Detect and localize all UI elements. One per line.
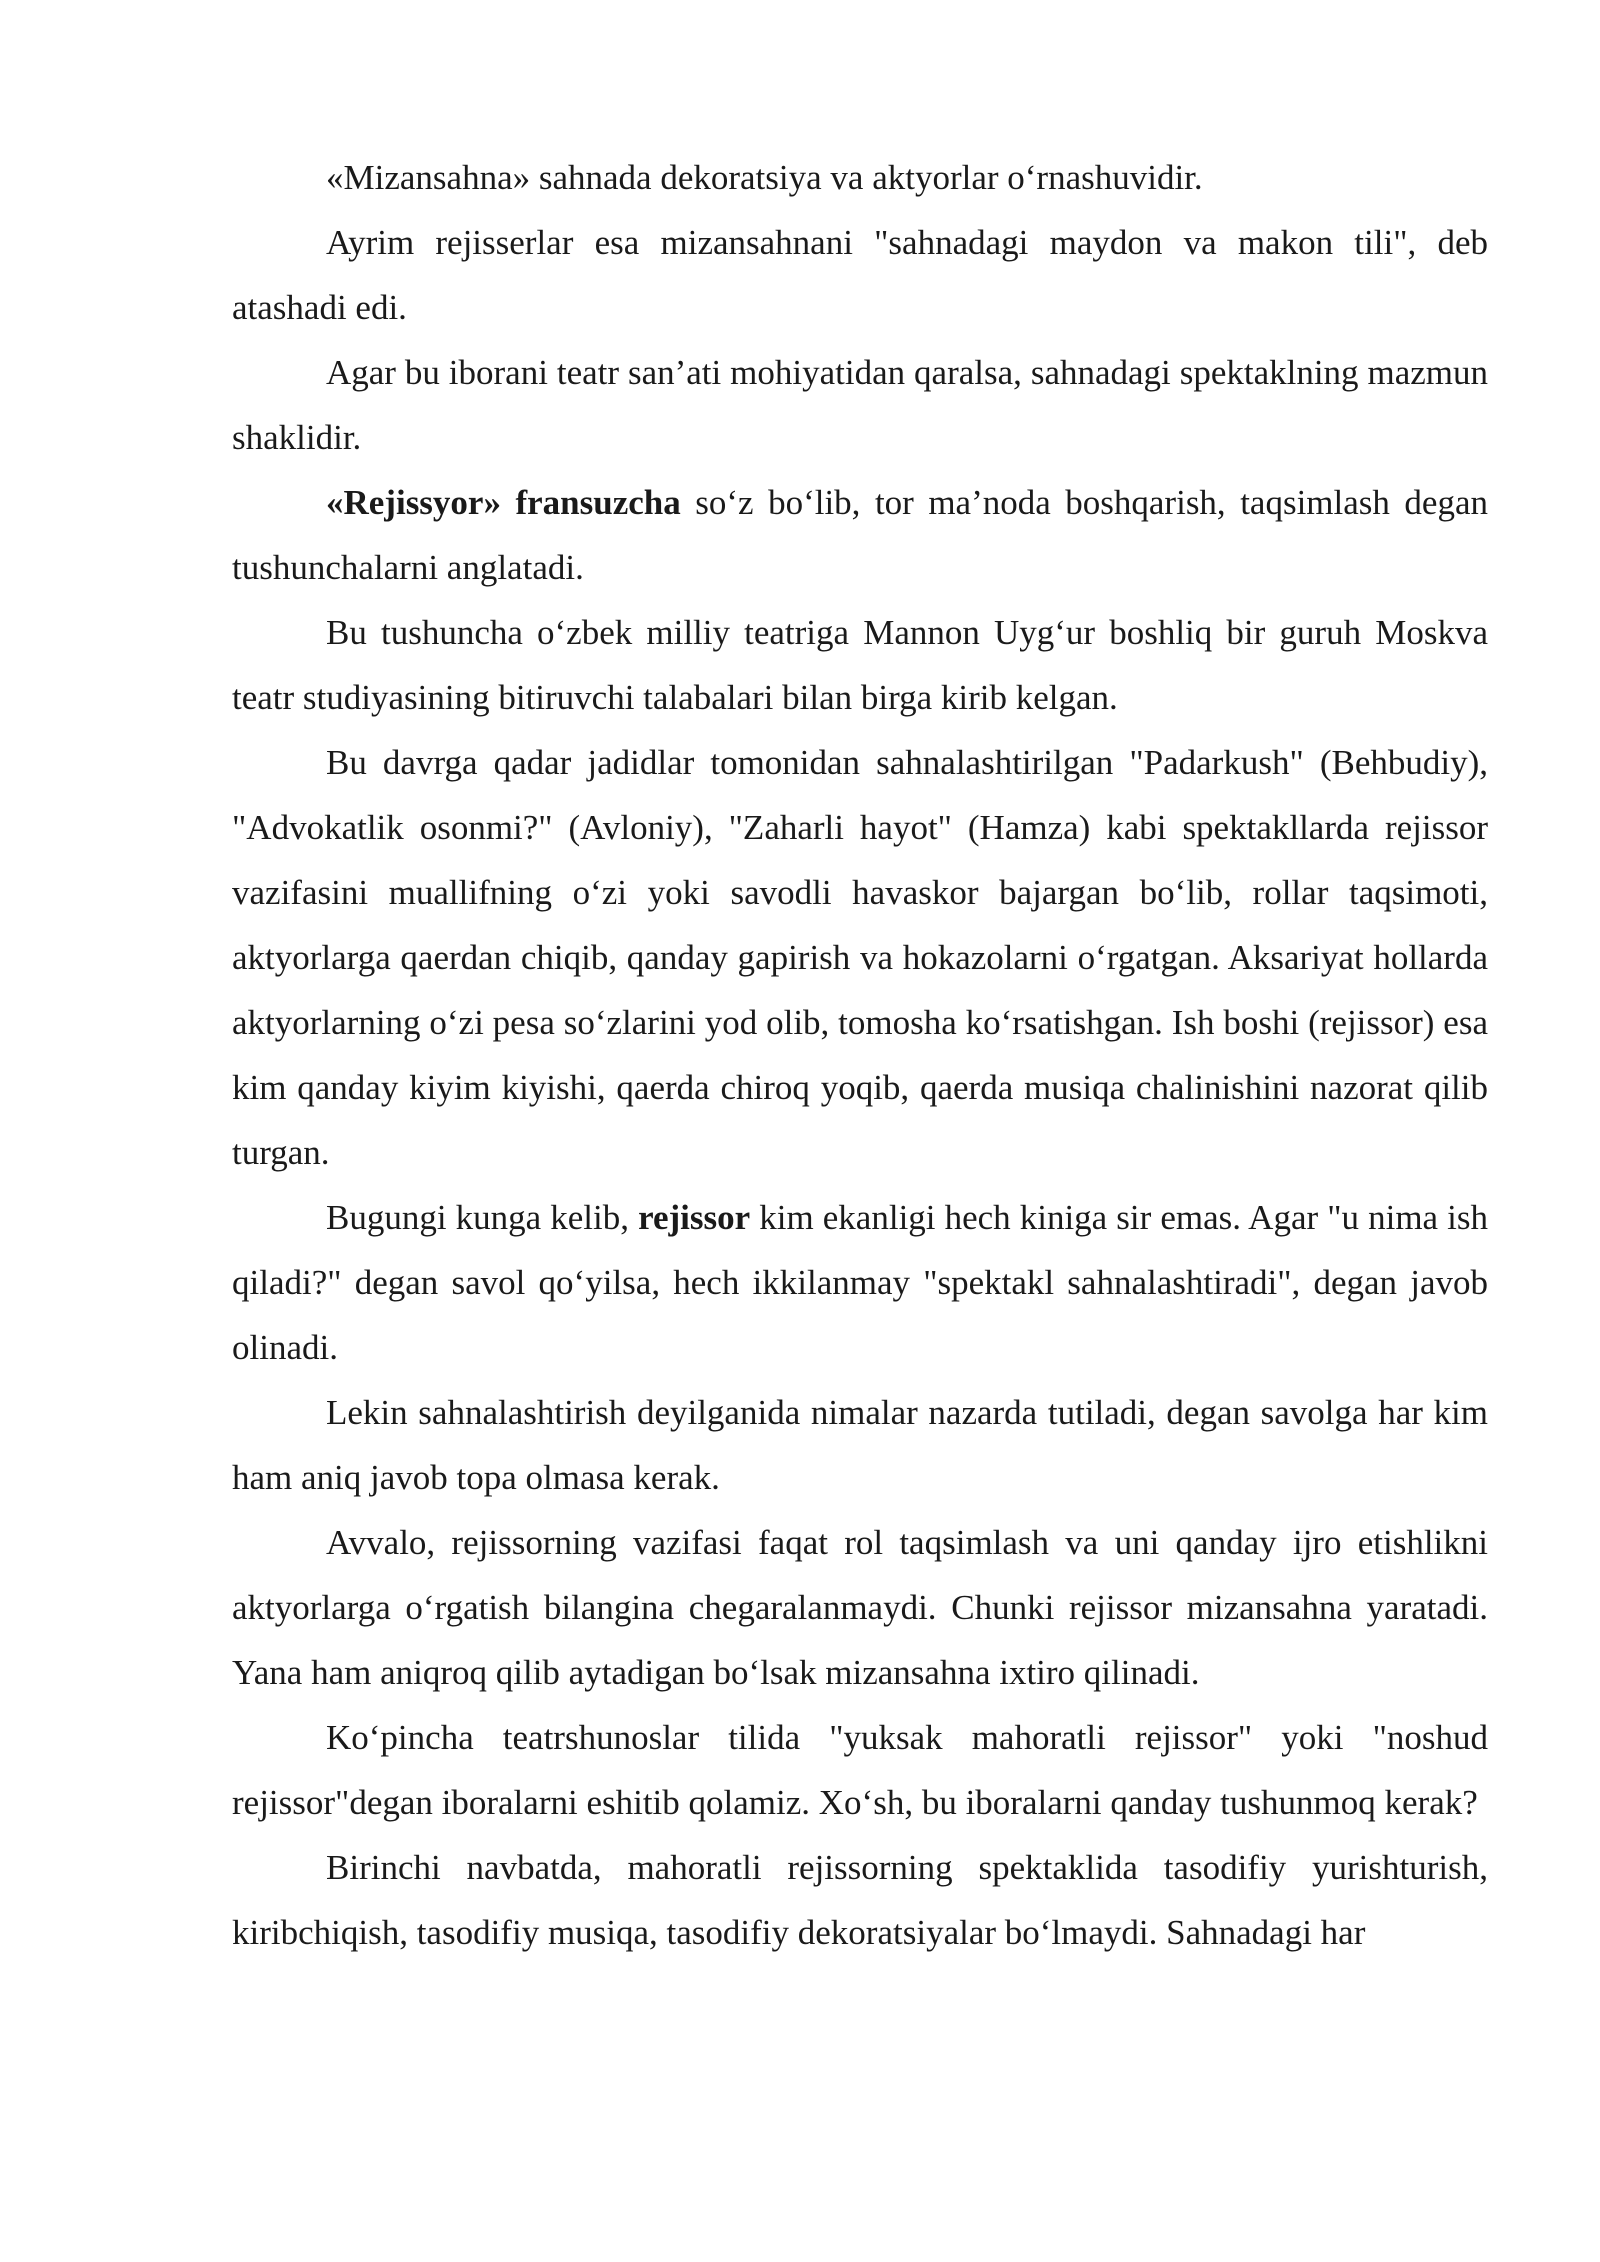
paragraph (232, 470, 1488, 600)
text-run: kim ekanligi hech kiniga sir emas. Agar "u nima ish qiladi?" degan savol qoʻyilsa, hech ikkilanmay "spektakl sahnalashtiradi", degan javob olinadi. (232, 1198, 1488, 1367)
bold-text-run: rejissor (638, 1198, 751, 1237)
text-run: Lekin sahnalashtirish deyilganida nimalar nazarda tutiladi, degan savolga har kim ham aniq javob topa olmasa kerak. (232, 1393, 1488, 1497)
text-run: Ayrim rejisserlar esa mizansahnani "sahnadagi maydon va makon tili", deb atashadi edi. (232, 223, 1488, 327)
text-run: Bu davrga qadar jadidlar tomonidan sahnalashtirilgan "Padarkush" (Behbudiy), "Advokatlik osonmi?" (Avloniy), "Zaharli hayot" (Hamza) kabi spektakllarda rejissor vazifasini muallifning oʻzi yoki savodli havaskor bajargan boʻlib, rollar taqsimoti, aktyorlarga qaerdan chiqib, qanday gapirish va hokazolarni oʻrgatgan. Aksariyat hollarda aktyorlarning oʻzi pesa soʻzlarini yod olib, tomosha koʻrsatishgan. Ish boshi (rejissor) esa kim qanday kiyim kiyishi, qaerda chiroq yoqib, qaerda musiqa chalinishini nazorat qilib turgan. (232, 743, 1488, 1172)
text-run: soʻz boʻlib, tor ma’noda boshqarish, taqsimlash degan tushunchalarni anglatadi. (232, 483, 1488, 587)
text-run: Koʻpincha teatrshunoslar tilida "yuksak mahoratli rejissor" yoki "noshud rejissor"degan iboralarni eshitib qolamiz. Xoʻsh, bu iboralarni qanday tushunmoq kerak? (232, 1718, 1488, 1822)
paragraph (232, 1705, 1488, 1835)
paragraph (232, 1185, 1488, 1380)
text-run: Bugungi kunga kelib, (326, 1198, 639, 1237)
paragraph (232, 730, 1488, 1185)
text-run: Agar bu iborani teatr san’ati mohiyatidan qaralsa, sahnadagi spektaklning mazmun shaklidir. (232, 353, 1488, 457)
document-page (232, 145, 1488, 1965)
paragraph (232, 340, 1488, 470)
paragraph (232, 210, 1488, 340)
paragraph (232, 600, 1488, 730)
text-run: Birinchi navbatda, mahoratli rejissorning spektaklida tasodifiy yurishturish, kiribchiqish, tasodifiy musiqa, tasodifiy dekoratsiyalar boʻlmaydi. Sahnadagi har (232, 1848, 1488, 1952)
paragraph (232, 1835, 1488, 1965)
paragraph (232, 1380, 1488, 1510)
text-run: Bu tushuncha oʻzbek milliy teatriga Mannon Uygʻur boshliq bir guruh Moskva teatr studiyasining bitiruvchi talabalari bilan birga kirib kelgan. (232, 613, 1488, 717)
text-run: Avvalo, rejissorning vazifasi faqat rol taqsimlash va uni qanday ijro etishlikni aktyorlarga oʻrgatish bilangina chegaralanmaydi. Chunki rejissor mizansahna yaratadi. Yana ham aniqroq qilib aytadigan boʻlsak mizansahna ixtiro qilinadi. (232, 1523, 1488, 1692)
bold-text-run: «Rejissyor» fransuzcha (326, 483, 681, 522)
paragraph (232, 1510, 1488, 1705)
text-run: «Mizansahna» sahnada dekoratsiya va aktyorlar oʻrnashuvidir. (326, 158, 1203, 197)
paragraph (232, 145, 1488, 210)
